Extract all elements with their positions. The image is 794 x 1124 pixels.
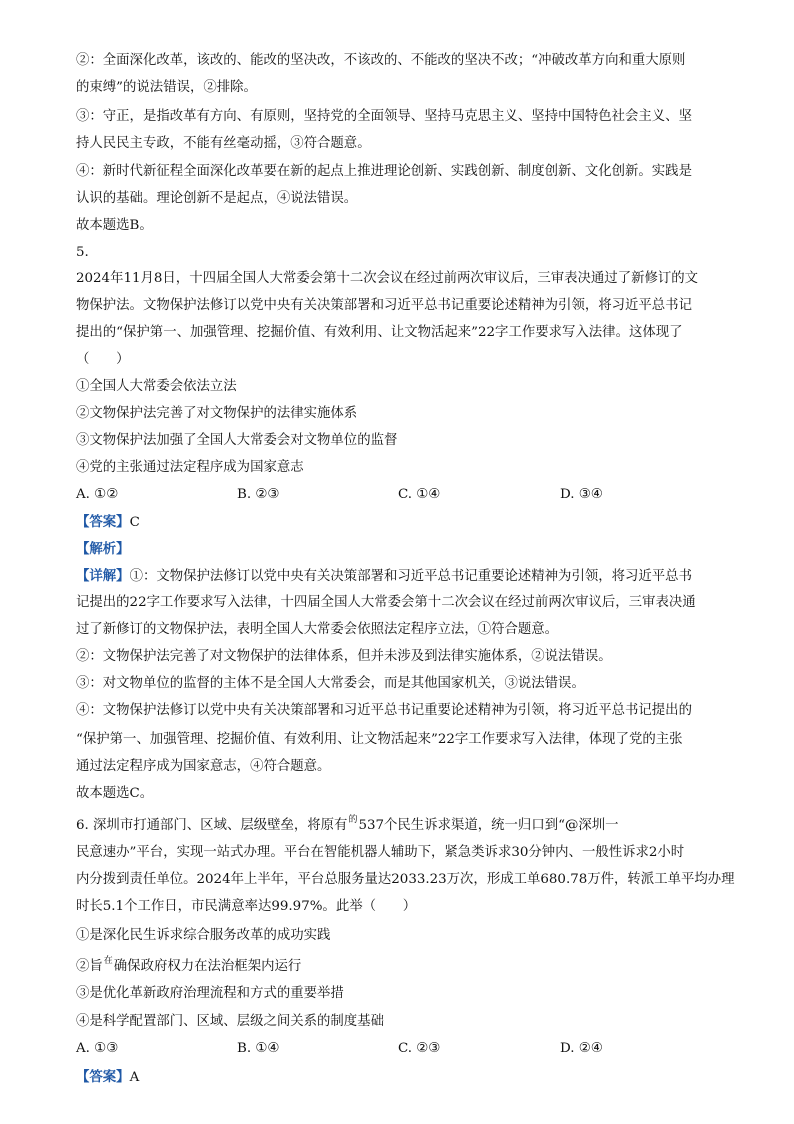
text-line: 故本题选C。 xyxy=(76,786,154,801)
statement-item: ③文物保护法加强了全国人大常委会对文物单位的监督 xyxy=(76,433,398,448)
option-a: A. ①② xyxy=(76,487,119,502)
text-line: 过了新修订的文物保护法，表明全国人大常委会依照法定程序立法，①符合题意。 xyxy=(76,622,559,637)
superscript-char: 的 xyxy=(348,815,358,825)
answer-line xyxy=(76,512,140,533)
statement-item: ②旨$^在$确保政府权力在法治框架内运行 xyxy=(76,956,302,974)
text-line: 认识的基础。理论创新不是起点，④说法错误。 xyxy=(76,191,358,206)
answer-line xyxy=(76,1067,139,1088)
superscript-char: 在 xyxy=(103,956,113,966)
option-d: D. ③④ xyxy=(560,487,603,502)
text-line: ②：文物保护法完善了对文物保护的法律体系，但并未涉及到法律实施体系，②说法错误。 xyxy=(76,649,612,664)
text-line: ③：对文物单位的监督的主体不是全国人大常委会，而是其他国家机关，③说法错误。 xyxy=(76,676,585,691)
statement-item: ③是优化革新政府治理流程和方式的重要举措 xyxy=(76,986,344,1001)
question-stem: （ ） xyxy=(76,352,130,367)
answer-tag: 【答案】 xyxy=(76,1069,130,1085)
detail-tag: 【详解】 xyxy=(76,568,130,584)
text-line: 通过法定程序成为国家意志，④符合题意。 xyxy=(76,759,331,774)
detail-line xyxy=(76,566,692,587)
text-line: 持人民民主专政，不能有丝毫动摇，③符合题意。 xyxy=(76,136,371,151)
option-b: B. ②③ xyxy=(237,487,280,502)
option-a: A. ①③ xyxy=(76,1041,119,1056)
answer-value: C xyxy=(129,515,140,530)
option-b: B. ①④ xyxy=(237,1041,280,1056)
statement-item: ②文物保护法完善了对文物保护的法律实施体系 xyxy=(76,406,358,421)
option-c: C. ①④ xyxy=(398,487,441,502)
text-line: 故本题选B。 xyxy=(76,218,153,233)
question-stem: 时长5.1个工作日，市民满意率达99.97%。此举（ ） xyxy=(76,899,417,914)
question-stem: 提出的“保护第一、加强管理、挖掘价值、有效利用、让文物活起来”22字工作要求写入法律。这体现了 xyxy=(76,325,683,340)
statement-item: ①是深化民生诉求综合服务改革的成功实践 xyxy=(76,928,331,943)
question-stem: 内分拨到责任单位。2024年上半年，平台总服务量达2033.23万次，形成工单680.78万件，转派工单平均办理 xyxy=(76,872,735,887)
question-stem: 2024年11月8日，十四届全国人大常委会第十二次会议在经过前两次审议后，三审表决通过了新修订的文 xyxy=(76,271,699,286)
text-line: ②：全面深化改革，该改的、能改的坚决改，不该改的、不能改的坚决不改；“冲破改革方向和重大原则 xyxy=(76,53,686,68)
question-number: 5. xyxy=(76,245,89,260)
statement-item: ①全国人大常委会依法立法 xyxy=(76,379,237,394)
answer-tag: 【答案】 xyxy=(76,514,130,530)
analysis-line xyxy=(76,539,130,560)
question-stem: 物保护法。文物保护法修订以党中央有关决策部署和习近平总书记重要论述精神为引领，将习近平总书记 xyxy=(76,298,692,313)
option-c: C. ②③ xyxy=(398,1041,441,1056)
statement-item: ④党的主张通过法定程序成为国家意志 xyxy=(76,460,304,475)
statement-item: ④是科学配置部门、区域、层级之间关系的制度基础 xyxy=(76,1014,384,1029)
text-line: ③：守正，是指改革有方向、有原则，坚持党的全面领导、坚持马克思主义、坚持中国特色社会主义、坚 xyxy=(76,109,692,124)
text-line: 的束缚”的说法错误，②排除。 xyxy=(76,80,257,95)
question-stem: 民意速办”平台，实现一站式办理。平台在智能机器人辅助下，紧急类诉求30分钟内、一般性诉求2小时 xyxy=(76,845,685,860)
analysis-tag: 【解析】 xyxy=(76,541,130,557)
question-stem: 6. 深圳市打通部门、区域、层级壁垒，将原有$^的$537个民生诉求渠道，统一归口到“@深圳一 xyxy=(76,815,619,833)
text-line: “保护第一、加强管理、挖掘价值、有效利用、让文物活起来”22字工作要求写入法律，体现了党的主张 xyxy=(76,732,683,747)
text-line: ④：文物保护法修订以党中央有关决策部署和习近平总书记重要论述精神为引领，将习近平总书记提出的 xyxy=(76,703,692,718)
detail-text: ①：文物保护法修订以党中央有关决策部署和习近平总书记重要论述精神为引领，将习近平总书 xyxy=(129,569,692,584)
option-d: D. ②④ xyxy=(560,1041,603,1056)
text-line: ④：新时代新征程全面深化改革要在新的起点上推进理论创新、实践创新、制度创新、文化创新。实践是 xyxy=(76,164,692,179)
answer-value: A xyxy=(129,1070,140,1085)
text-line: 记提出的22字工作要求写入法律，十四届全国人大常委会第十二次会议在经过前两次审议后，三审表决通 xyxy=(76,595,696,610)
